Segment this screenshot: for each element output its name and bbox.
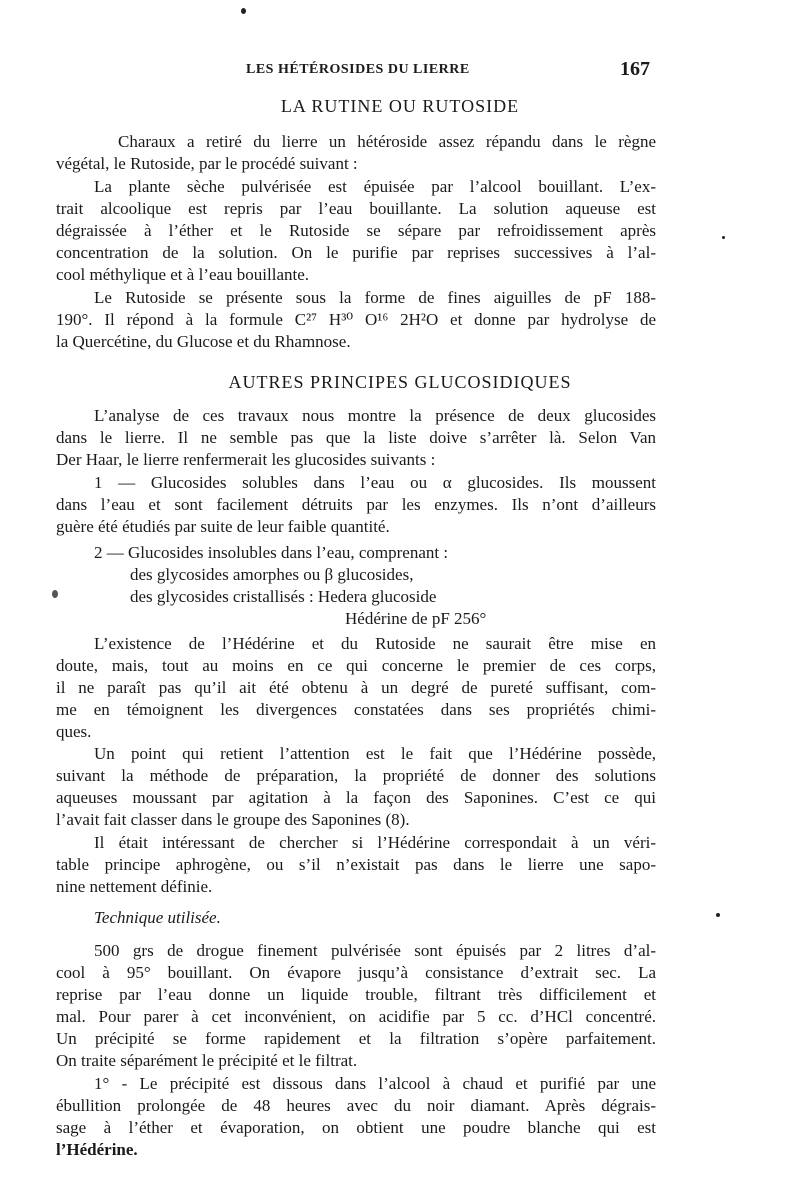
text-line: nine nettement définie. bbox=[56, 877, 213, 896]
text-line: il ne paraît pas qu’il ait été obtenu à un degré de pureté suffisant, com- bbox=[56, 678, 656, 697]
text-line: cool à 95° bouillant. On évapore jusqu’à consistance d’extrait sec. La bbox=[56, 963, 656, 982]
text-line: dans l’eau et sont facilement détruits par les enzymes. Ils n’ont d’ailleurs bbox=[56, 495, 656, 514]
text-line: La plante sèche pulvérisée est épuisée par l’alcool bouillant. L’ex- bbox=[94, 177, 656, 196]
section-heading-technique: Technique utilisée. bbox=[94, 908, 221, 927]
ink-speck bbox=[241, 8, 246, 14]
ink-speck bbox=[722, 236, 725, 239]
text-line: guère été étudiés par suite de leur faible quantité. bbox=[56, 517, 390, 536]
text-line: aqueuses moussant par agitation à la façon des Saponines. C’est ce qui bbox=[56, 788, 656, 807]
text-line: des glycosides cristallisés : Hedera glucoside bbox=[130, 587, 437, 606]
text-line: l’Hédérine. bbox=[56, 1140, 138, 1159]
text-line: On traite séparément le précipité et le filtrat. bbox=[56, 1051, 358, 1070]
text-line: mal. Pour parer à cet inconvénient, on acidifie par 5 cc. d’HCl concentré. bbox=[56, 1007, 656, 1026]
text-line: trait alcoolique est repris par l’eau bouillante. La solution aqueuse est bbox=[56, 199, 656, 218]
text-line: Der Haar, le lierre renfermerait les glucosides suivants : bbox=[56, 450, 436, 469]
text-line: Un point qui retient l’attention est le fait que l’Hédérine possède, bbox=[94, 744, 656, 763]
text-line: me en témoignent les divergences constatées dans ses propriétés chimi- bbox=[56, 700, 656, 719]
text-line: L’analyse de ces travaux nous montre la présence de deux glucosides bbox=[94, 406, 656, 425]
text-line: Le Rutoside se présente sous la forme de fines aiguilles de pF 188- bbox=[94, 288, 656, 307]
text-line: des glycosides amorphes ou β glucosides, bbox=[130, 565, 414, 584]
text-line: dans le lierre. Il ne semble pas que la liste doive s’arrêter là. Selon Van bbox=[56, 428, 656, 447]
section-heading-autres: AUTRES PRINCIPES GLUCOSIDIQUES bbox=[228, 372, 572, 392]
text-line: concentration de la solution. On le purifie par reprises successives à l’al- bbox=[56, 243, 656, 262]
text-line: 500 grs de drogue finement pulvérisée sont épuisés par 2 litres d’al- bbox=[94, 941, 656, 960]
text-line: 1 — Glucosides solubles dans l’eau ou α glucosides. Ils moussent bbox=[94, 473, 656, 492]
text-line: 1° - Le précipité est dissous dans l’alcool à chaud et purifié par une bbox=[94, 1074, 656, 1093]
running-head bbox=[0, 58, 800, 84]
ink-speck bbox=[716, 913, 720, 917]
text-line: Hédérine de pF 256° bbox=[345, 609, 487, 628]
text-line: reprise par l’eau donne un liquide trouble, filtrant très difficilement et bbox=[56, 985, 656, 1004]
text-line: Charaux a retiré du lierre un hétéroside assez répandu dans le règne bbox=[118, 132, 656, 151]
text-line: l’avait fait classer dans le groupe des Saponines (8). bbox=[56, 810, 410, 829]
page-number: 167 bbox=[620, 58, 650, 80]
text-line: table principe aphrogène, ou s’il n’existait pas dans le lierre une sapo- bbox=[56, 855, 656, 874]
text-line: ébullition prolongée de 48 heures avec du noir diamant. Après dégrais- bbox=[56, 1096, 656, 1115]
text-line: dégraissée à l’éther et le Rutoside se sépare par refroidissement après bbox=[56, 221, 656, 240]
text-line: cool méthylique et à l’eau bouillante. bbox=[56, 265, 310, 284]
text-line: Un précipité se forme rapidement et la filtration s’opère parfaitement. bbox=[56, 1029, 656, 1048]
ink-speck bbox=[52, 590, 58, 598]
text-line: suivant la méthode de préparation, la propriété de donner des solutions bbox=[56, 766, 656, 785]
text-line: doute, mais, tout au moins en ce qui concerne le premier de ces corps, bbox=[56, 656, 656, 675]
text-line: végétal, le Rutoside, par le procédé suivant : bbox=[56, 154, 358, 173]
text-line: ques. bbox=[56, 722, 92, 741]
text-line: 2 — Glucosides insolubles dans l’eau, comprenant : bbox=[94, 543, 449, 562]
section-heading-rutine: LA RUTINE OU RUTOSIDE bbox=[280, 96, 520, 116]
text-line: Il était intéressant de chercher si l’Hédérine correspondait à un véri- bbox=[94, 833, 656, 852]
text-line: sage à l’éther et évaporation, on obtient une poudre blanche qui est bbox=[56, 1118, 656, 1137]
running-title: LES HÉTÉROSIDES DU LIERRE bbox=[246, 62, 470, 77]
text-line: 190°. Il répond à la formule C²⁷ H³⁰ O¹⁶ 2H²O et donne par hydrolyse de bbox=[56, 310, 656, 329]
text-line: la Quercétine, du Glucose et du Rhamnose. bbox=[56, 332, 351, 351]
text-line: L’existence de l’Hédérine et du Rutoside ne saurait être mise en bbox=[94, 634, 656, 653]
